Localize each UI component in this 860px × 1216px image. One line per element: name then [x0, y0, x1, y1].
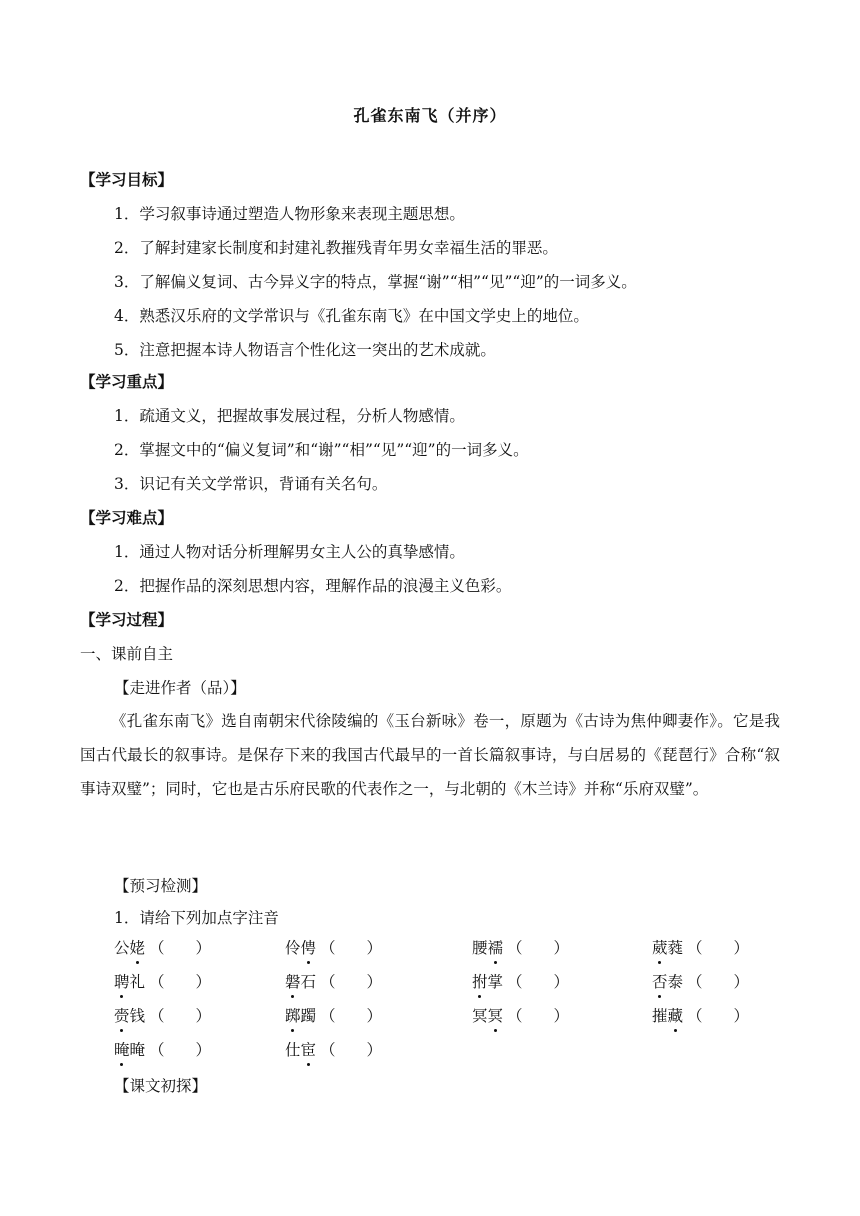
pinyin-word	[285, 1039, 382, 1061]
pinyin-word	[285, 1005, 382, 1027]
answer-blank[interactable]: （ ）	[687, 973, 750, 991]
word-char: 腰	[472, 939, 488, 957]
pinyin-word	[652, 1005, 749, 1027]
pinyin-word	[285, 971, 382, 993]
process-heading: 【学习过程】	[80, 611, 174, 629]
pinyin-row	[114, 1039, 774, 1073]
section-pre-class: 一、课前自主	[80, 645, 174, 663]
dotted-char: 宦	[300, 1041, 317, 1059]
goal-item-5: 5．注意把握本诗人物语言个性化这一突出的艺术成就。	[114, 341, 496, 359]
goal-item-4: 4．熟悉汉乐府的文学常识与《孔雀东南飞》在中国文学史上的地位。	[114, 307, 589, 325]
pinyin-word	[114, 937, 211, 959]
question-1: 1．请给下列加点字注音	[114, 909, 279, 927]
word-char: 礼	[129, 973, 146, 991]
answer-blank[interactable]: （ ）	[320, 939, 383, 957]
word-char: 蕤	[667, 939, 684, 957]
dotted-char: 俜	[300, 939, 317, 957]
pinyin-word	[285, 937, 382, 959]
dotted-char: 葳	[652, 939, 668, 957]
pinyin-word	[472, 1005, 569, 1027]
keypoint-item-2: 2．掌握文中的“偏义复词”和“谢”“相”“见”“迎”的一词多义。	[114, 441, 529, 459]
goal-item-2: 2．了解封建家长制度和封建礼教摧残青年男女幸福生活的罪恶。	[114, 239, 558, 257]
answer-blank[interactable]: （ ）	[320, 1007, 383, 1025]
pinyin-word	[652, 971, 749, 993]
answer-blank[interactable]: （ ）	[149, 1007, 212, 1025]
keypoint-item-1: 1．疏通文义，把握故事发展过程，分析人物感情。	[114, 407, 465, 425]
difficulties-heading: 【学习难点】	[80, 509, 174, 527]
dotted-char: 磐	[285, 973, 301, 991]
goal-item-3: 3．了解偏义复词、古今异义字的特点，掌握“谢”“相”“见”“迎”的一词多义。	[114, 273, 637, 291]
goals-heading: 【学习目标】	[80, 171, 174, 189]
pinyin-row	[114, 1005, 774, 1039]
dotted-char: 晻	[114, 1041, 130, 1059]
pinyin-row	[114, 971, 774, 1005]
answer-blank[interactable]: （ ）	[320, 1041, 383, 1059]
word-char: 掌	[487, 973, 504, 991]
word-char: 仕	[285, 1041, 301, 1059]
word-char: 冥	[472, 1007, 488, 1025]
preview-heading: 【预习检测】	[114, 877, 208, 895]
dotted-char: 赍	[114, 1007, 130, 1025]
answer-blank[interactable]: （ ）	[507, 973, 570, 991]
answer-blank[interactable]: （ ）	[320, 973, 383, 991]
word-char: 躅	[300, 1007, 317, 1025]
word-char: 摧	[652, 1007, 668, 1025]
answer-blank[interactable]: （ ）	[687, 939, 750, 957]
dotted-char: 拊	[472, 973, 488, 991]
dotted-char: 否	[652, 973, 668, 991]
pinyin-word	[472, 937, 569, 959]
author-heading: 【走进作者（品）】	[114, 679, 246, 697]
answer-blank[interactable]: （ ）	[687, 1007, 750, 1025]
word-char: 公	[114, 939, 130, 957]
answer-blank[interactable]: （ ）	[507, 939, 570, 957]
dotted-char: 姥	[129, 939, 146, 957]
author-paragraph: 《孔雀东南飞》选自南朝宋代徐陵编的《玉台新咏》卷一，原题为《古诗为焦仲卿妻作》。它是我国古代最长的叙事诗。是保存下来的我国古代最早的一首长篇叙事诗，与白居易的《琵琶行》合称“叙事诗双璧”；同时，它也是古乐府民歌的代表作之一，与北朝的《木兰诗》并称“乐府双璧”。	[80, 712, 780, 798]
keypoint-item-3: 3．识记有关文学常识，背诵有关名句。	[114, 475, 388, 493]
word-char: 钱	[129, 1007, 146, 1025]
word-char: 泰	[667, 973, 684, 991]
answer-blank[interactable]: （ ）	[149, 1041, 212, 1059]
pinyin-word	[652, 937, 749, 959]
difficulty-item-1: 1．通过人物对话分析理解男女主人公的真挚感情。	[114, 543, 465, 561]
page-title: 孔雀东南飞（并序）	[353, 106, 507, 125]
answer-blank[interactable]: （ ）	[149, 973, 212, 991]
pinyin-word	[472, 971, 569, 993]
goal-item-1: 1．学习叙事诗通过塑造人物形象来表现主题思想。	[114, 205, 465, 223]
pinyin-word	[114, 971, 211, 993]
difficulty-item-2: 2．把握作品的深刻思想内容，理解作品的浪漫主义色彩。	[114, 577, 512, 595]
pinyin-row	[114, 937, 774, 971]
dotted-char: 襦	[487, 939, 504, 957]
pinyin-word	[114, 1005, 211, 1027]
answer-blank[interactable]: （ ）	[149, 939, 212, 957]
pinyin-exercise-grid	[114, 937, 774, 1073]
pinyin-word	[114, 1039, 211, 1061]
word-char: 晻	[129, 1041, 146, 1059]
dotted-char: 聘	[114, 973, 130, 991]
word-char: 伶	[285, 939, 301, 957]
word-char: 石	[300, 973, 317, 991]
answer-blank[interactable]: （ ）	[507, 1007, 570, 1025]
text-explore-heading: 【课文初探】	[114, 1077, 208, 1095]
dotted-char: 藏	[667, 1007, 684, 1025]
dotted-char: 冥	[487, 1007, 504, 1025]
keypoints-heading: 【学习重点】	[80, 373, 174, 391]
dotted-char: 踯	[285, 1007, 301, 1025]
